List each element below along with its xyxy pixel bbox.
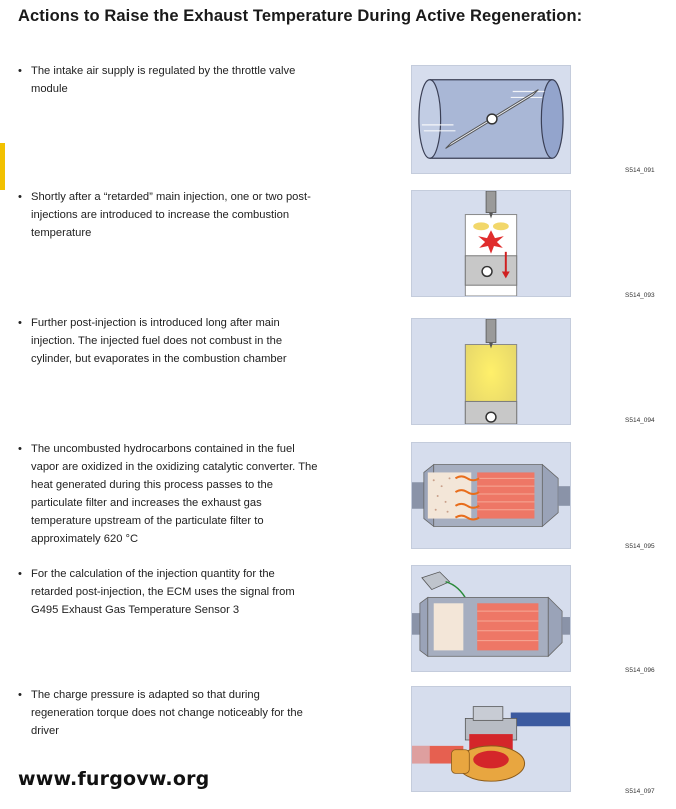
page-title: Actions to Raise the Exhaust Temperature During Active Regeneration: [18, 7, 583, 25]
turbocharger-illustration [411, 686, 571, 792]
post-injection-combustion-illustration [411, 190, 571, 297]
fuel-evaporation-illustration [411, 318, 571, 425]
figure-code: S514_097 [625, 788, 655, 795]
bullet-text: The intake air supply is regulated by the throttle valve module [31, 65, 296, 95]
bullet-dot: • [18, 317, 22, 329]
bullet-item [18, 565, 318, 619]
bullet-item [18, 686, 318, 740]
figure-code: S514_091 [625, 167, 655, 174]
bullet-text: The charge pressure is adapted so that during regeneration torque does not change noticeably for the driver [31, 689, 303, 737]
figure-code: S514_093 [625, 292, 655, 299]
figure-code: S514_096 [625, 667, 655, 674]
bullet-dot: • [18, 65, 22, 77]
bullet-text: Shortly after a “retarded” main injection, one or two post-injections are introduced to increase the combustion temperature [31, 191, 311, 239]
bullet-dot: • [18, 191, 22, 203]
bullet-dot: • [18, 689, 22, 701]
watermark: www.furgovw.org [18, 768, 210, 790]
throttle-valve-illustration [411, 65, 571, 174]
bullet-text: For the calculation of the injection quantity for the retarded post-injection, the ECM uses the signal from G495 Exhaust Gas Temperature Sensor 3 [31, 568, 295, 616]
temperature-sensor-illustration [411, 565, 571, 672]
bullet-dot: • [18, 443, 22, 455]
figure-code: S514_095 [625, 543, 655, 550]
bullet-text: The uncombusted hydrocarbons contained in the fuel vapor are oxidized in the oxidizing catalytic converter. The heat generated during this process passes to the particulate filter and increases the exhaust gas temperature upstream of the particulate filter to approximately 620 °C [31, 443, 318, 545]
bullet-item [18, 188, 318, 242]
bullet-item [18, 440, 318, 548]
bullet-dot: • [18, 568, 22, 580]
bullet-item [18, 314, 318, 368]
accent-bar [0, 143, 5, 190]
catalytic-converter-illustration [411, 442, 571, 549]
bullet-item [18, 62, 318, 98]
figure-code: S514_094 [625, 417, 655, 424]
bullet-text: Further post-injection is introduced long after main injection. The injected fuel does not combust in the cylinder, but evaporates in the combustion chamber [31, 317, 287, 365]
